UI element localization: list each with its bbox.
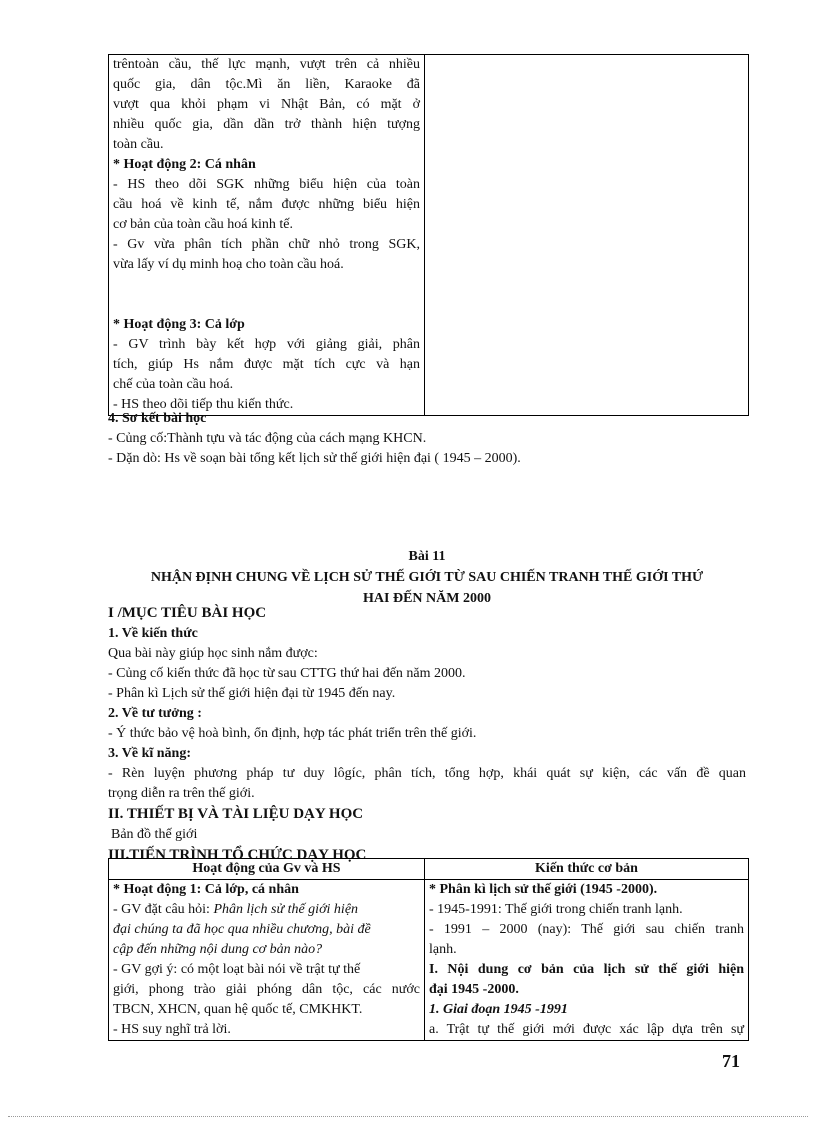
italic-question: đại chúng ta đã học qua nhiều chương, bài đề [113, 922, 371, 937]
blank-line [113, 275, 420, 295]
text-line: - 1991 – 2000 (nay): Thế giới sau chiến tranh [429, 922, 744, 937]
table-header-knowledge: Kiến thức cơ bản [425, 859, 749, 880]
page-bottom-border [8, 1116, 808, 1117]
lesson-title-block [108, 546, 746, 609]
text-line: trọng diễn ra trên thế giới. [108, 786, 255, 801]
top-activity-table [108, 54, 749, 416]
lesson-title: HAI ĐẾN NĂM 2000 [363, 591, 491, 606]
knowledge-cell [425, 880, 749, 1041]
summary-section [108, 409, 746, 469]
blank-line [113, 295, 420, 315]
text-line: - HS suy nghĩ trả lời. [113, 1022, 231, 1037]
top-table-left-cell [109, 55, 425, 416]
summary-line: - Củng cố:Thành tựu và tác động của cách mạng KHCN. [108, 431, 427, 446]
text-line: vừa lấy ví dụ minh hoạ cho toàn cầu hoá. [113, 257, 344, 272]
text-line: - GV trình bày kết hợp với giảng giải, phân [113, 337, 420, 352]
text-span: - GV đặt câu hỏi: [113, 902, 210, 917]
text-line: a. Trật tự thế giới mới được xác lập dựa trên sự [429, 1022, 744, 1037]
subsection-heading: 3. Về kĩ năng: [108, 746, 191, 761]
activity-3-title: * Hoạt động 3: Cả lớp [113, 317, 245, 332]
text-line: quốc gia, dân tộc.Mì ăn liền, Karaoke đã [113, 77, 420, 92]
text-line: cầu hoá về kinh tế, nắm được những biểu hiện [113, 197, 420, 212]
text-line: - HS theo dõi SGK những biểu hiện của toàn [113, 177, 420, 192]
teaching-process-table [108, 858, 749, 1041]
text-line: - Gv vừa phân tích phần chữ nhỏ trong SGK, [113, 237, 420, 252]
lesson-title: NHẬN ĐỊNH CHUNG VỀ LỊCH SỬ THẾ GIỚI TỪ SAU CHIẾN TRANH THẾ GIỚI THỨ [150, 570, 704, 585]
text-line: - HS theo dõi tiếp thu kiến thức. [113, 397, 294, 412]
period-title: * Phân kì lịch sử thế giới (1945 -2000). [429, 882, 658, 897]
text-line: vượt qua khỏi phạm vi Nhật Bản, có mặt ở [113, 97, 420, 112]
content-title: I. Nội dung cơ bản của lịch sử thế giới hiện [429, 962, 744, 977]
lesson-number: Bài 11 [408, 549, 446, 564]
summary-heading: 4. Sơ kết bài học [108, 411, 207, 426]
page-number: 71 [722, 1051, 740, 1071]
text-line: - Rèn luyện phương pháp tư duy lôgíc, phân tích, tổng hợp, khái quát sự kiện, các vấn đề quan [108, 766, 746, 781]
text-line: nhiều quốc gia, dần dần trở thành hiện tượng [113, 117, 420, 132]
table-header-activities: Hoạt động của Gv và HS [109, 859, 425, 880]
text-line: lạnh. [429, 942, 457, 957]
activities-cell [109, 880, 425, 1041]
top-table-right-cell [425, 55, 749, 416]
activity-2-title: * Hoạt động 2: Cá nhân [113, 157, 256, 172]
text-line: tích, giúp Hs nắm được mặt tích cực và hạn [113, 357, 420, 372]
text-line: chế của toàn cầu hoá. [113, 377, 234, 392]
text-line: - Củng cố kiến thức đã học từ sau CTTG thứ hai đến năm 2000. [108, 666, 466, 681]
subsection-heading: 1. Về kiến thức [108, 626, 198, 641]
summary-line: - Dặn dò: Hs về soạn bài tổng kết lịch sử thế giới hiện đại ( 1945 – 2000). [108, 451, 521, 466]
text-line: TBCN, XHCN, quan hệ quốc tế, CMKHKT. [113, 1002, 363, 1017]
text-line: - Ý thức bảo vệ hoà bình, ổn định, hợp tác phát triển trên thế giới. [108, 726, 477, 741]
text-line [113, 900, 420, 920]
text-line: toàn cầu. [113, 137, 164, 152]
subsection-heading: 2. Về tư tưởng : [108, 706, 202, 721]
italic-question: cập đến những nội dung cơ bản nào? [113, 942, 323, 957]
activity-1-title: * Hoạt động 1: Cả lớp, cá nhân [113, 882, 299, 897]
section-heading: I /MỤC TIÊU BÀI HỌC [108, 605, 267, 621]
section-heading: III.TIẾN TRÌNH TỔ CHỨC DẠY HỌC [108, 847, 367, 863]
text-line: - 1945-1991: Thế giới trong chiến tranh lạnh. [429, 902, 683, 917]
section-heading: II. THIẾT BỊ VÀ TÀI LIỆU DẠY HỌC [108, 806, 364, 822]
text-line: Bản đồ thế giới [111, 827, 198, 842]
italic-question: Phân lịch sử thế giới hiện [213, 902, 359, 917]
text-line: trêntoàn cầu, thế lực mạnh, vượt trên cả nhiều [113, 57, 420, 72]
text-line: - GV gợi ý: có một loạt bài nói về trật tự thế [113, 962, 361, 977]
text-line: cơ bản của toàn cầu hoá kinh tế. [113, 217, 293, 232]
content-title: đại 1945 -2000. [429, 982, 519, 997]
text-line: giới, phong trào giải phóng dân tộc, các nước [113, 982, 420, 997]
text-line: - Phân kì Lịch sử thế giới hiện đại từ 1945 đến nay. [108, 686, 396, 701]
text-line: Qua bài này giúp học sinh nắm được: [108, 646, 318, 661]
objectives-section [108, 603, 746, 866]
stage-title: 1. Giai đoạn 1945 -1991 [429, 1002, 568, 1017]
